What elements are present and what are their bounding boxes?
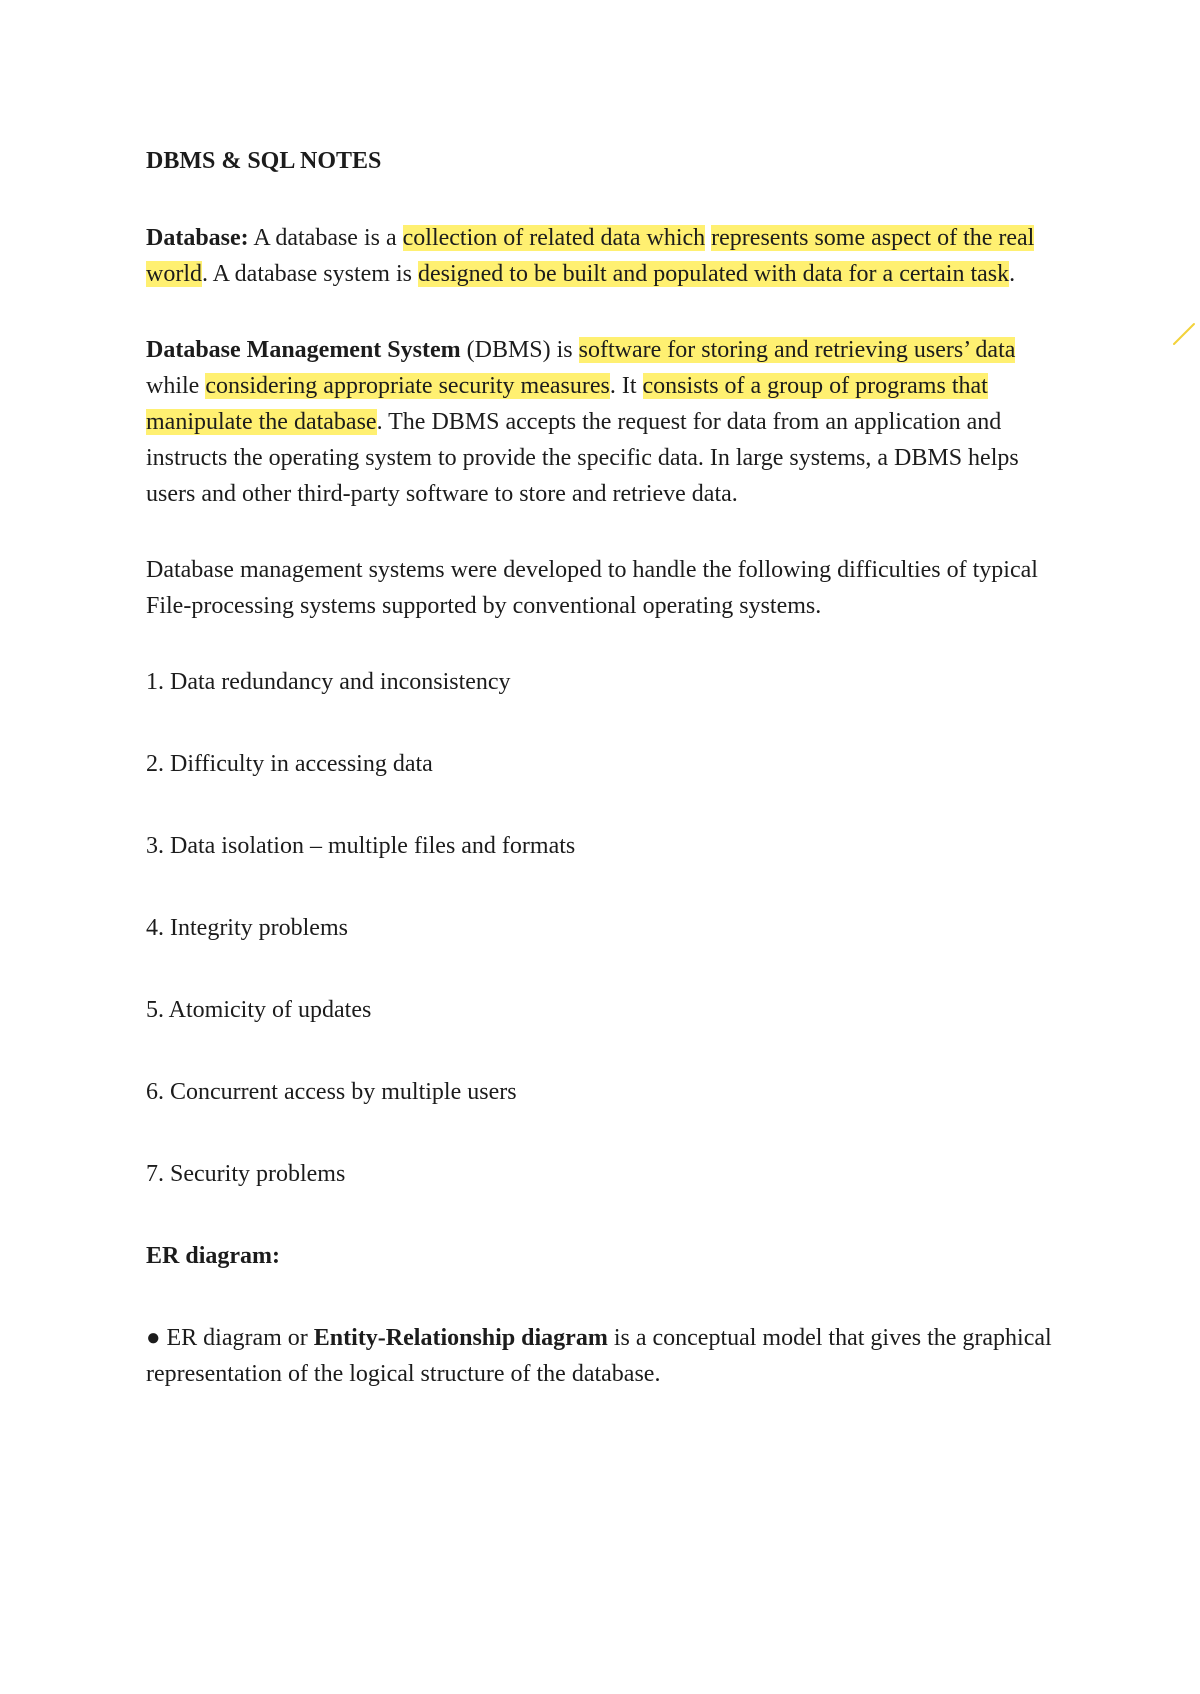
list-item: 1. Data redundancy and inconsistency <box>146 669 511 695</box>
list-item: 5. Atomicity of updates <box>146 997 372 1023</box>
text-run: while <box>146 373 206 399</box>
er-term: Entity-Relationship diagram <box>313 1325 608 1351</box>
highlight: collection of related data which <box>402 225 706 251</box>
text-run: A database is a <box>248 225 403 251</box>
highlight: consists of a group of programs that manipulate the database <box>146 373 988 435</box>
text-run: . The DBMS accepts the request for data from an application and instructs the operating system to provide the specific data. In large systems, a DBMS helps users and other third-party software to store and retrieve data. <box>146 409 1019 507</box>
text-run: . <box>1009 261 1016 287</box>
highlight: represents some aspect of the real world <box>146 225 1035 287</box>
highlight: considering appropriate <box>205 373 433 399</box>
highlight: security measures <box>432 373 610 399</box>
list-item: 3. Data isolation – multiple files and formats <box>146 833 576 859</box>
list-item: 2. Difficulty in accessing data <box>146 751 433 777</box>
bullet-icon: ● <box>146 1325 161 1351</box>
document-body <box>146 142 1066 1438</box>
text-run: (DBMS) is <box>460 337 579 363</box>
database-definition <box>146 220 1066 292</box>
document-title: DBMS & SQL NOTES <box>146 148 382 174</box>
list-item: 6. Concurrent access by multiple users <box>146 1079 517 1105</box>
text-run: ER diagram or <box>160 1325 314 1351</box>
difficulties-list <box>146 664 1066 1192</box>
text-run: . A database system is <box>202 261 418 287</box>
highlight: software for storing and retrieving users’ data <box>578 337 1016 363</box>
er-heading-text: ER diagram: <box>146 1243 280 1269</box>
list-item: 4. Integrity problems <box>146 915 348 941</box>
difficulties-intro: Database management systems were developed to handle the following difficulties of typical File-processing systems supported by conventional operating systems. <box>146 557 1038 619</box>
database-term: Database: <box>146 225 249 251</box>
list-item: 7. Security problems <box>146 1161 346 1187</box>
text-run: is a conceptual model that gives the graphical representation of the logical structure of the database. <box>146 1325 1052 1387</box>
highlight: designed to be built and populated with data for a certain task <box>417 261 1010 287</box>
text-run: . It <box>609 373 643 399</box>
pen-mark-icon <box>1172 322 1196 346</box>
er-bullet-item <box>146 1320 1066 1392</box>
dbms-definition <box>146 332 1066 512</box>
dbms-term: Database Management System <box>146 337 461 363</box>
er-heading <box>146 1238 1066 1274</box>
